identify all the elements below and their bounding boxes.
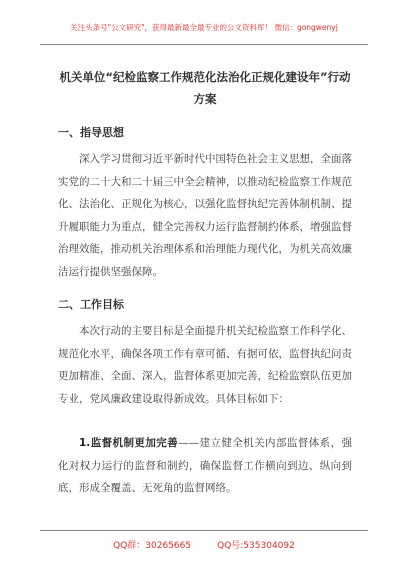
footer-divider	[40, 530, 368, 531]
section-paragraph-work-goals: 本次行动的主要目标是全面提升机关纪检监察工作科学化、规范化水平，确保各项工作有章可循、有据可依，监督执纪问责更加精准、全面、深入，监督体系更加完善，纪检监察队伍更加专业，党风廉政建设取得新成效。具体目标如下：	[58, 325, 352, 405]
document-title: 机关单位“纪检监察工作规范化法治化正规化建设年”行动方案	[59, 70, 351, 106]
section-heading-work-goals: 二、工作目标	[58, 298, 124, 311]
section-heading-guiding-ideology: 一、指导思想	[58, 126, 124, 139]
contact-footer	[0, 538, 408, 551]
goal-item-1	[58, 432, 352, 500]
section-paragraph-guiding-ideology: 深入学习贯彻习近平新时代中国特色社会主义思想，全面落实党的二十大和二十届三中全会精神，以推动纪检监察工作规范化、法治化、正规化为核心，以强化监督执纪完善体制机制、提升履职能力为重点，健全完善权力运行监督制约体系，增强监督治理效能，推动机关治理体系和治理能力现代化，为机关高效廉洁运行提供坚强保障。	[58, 153, 352, 278]
goal-item-1-label: 1.监督机制更加完善	[79, 437, 179, 449]
goal-item-1-text: ——建立健全机关内部监督体系，强化对权力运行的监督和制约，确保监督工作横向到边、纵向到底，形成全覆盖、无死角的监督网络。	[58, 437, 352, 495]
qq-number-label: QQ号:535304092	[217, 541, 295, 551]
header-divider	[40, 44, 368, 45]
promo-header: 关注头条号"公文研究"，获得最新最全最专业的公文资料库！ 微信：gongwenyj	[70, 23, 338, 32]
qq-group-label: QQ群：30265665	[113, 541, 192, 551]
